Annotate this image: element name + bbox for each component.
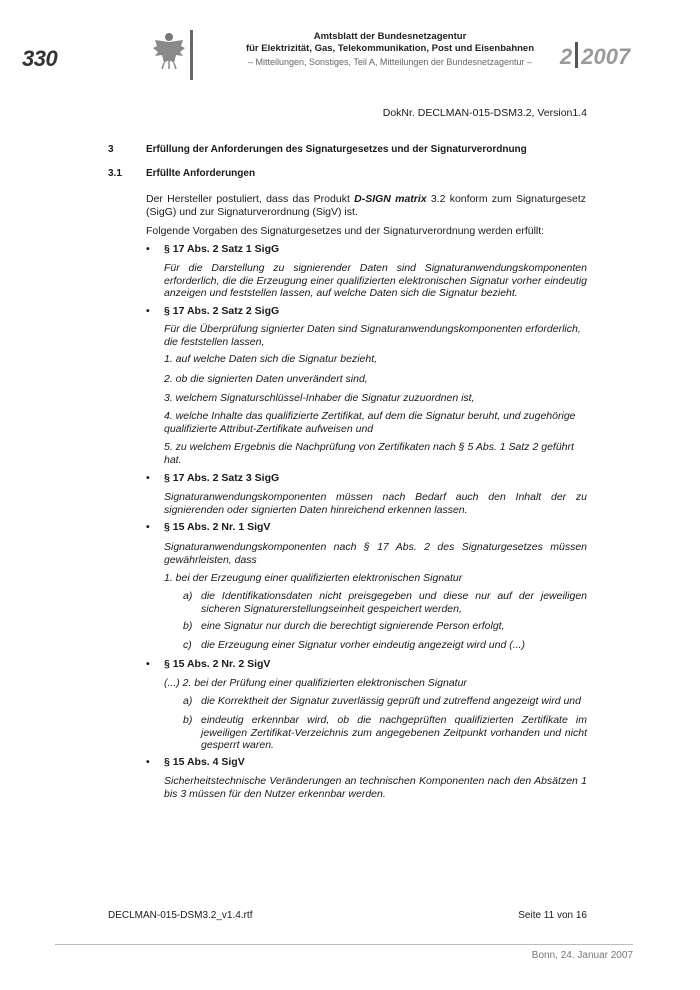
list-item: 5. zu welchem Ergebnis die Nachprüfung von Zertifikaten nach § 5 Abs. 1 Satz 2 geführt hat. <box>164 441 574 466</box>
requirement-label: § 17 Abs. 2 Satz 1 SigG <box>164 243 280 255</box>
requirements-intro: Folgende Vorgaben des Signaturgesetzes und der Signaturverordnung werden erfüllt: <box>146 225 545 237</box>
bullet-icon: • <box>146 305 150 317</box>
federal-eagle-icon <box>152 30 186 70</box>
document-number: DokNr. DECLMAN-015-DSM3.2, Version1.4 <box>382 107 587 119</box>
requirement-title <box>146 756 245 768</box>
list-item: 4. welche Inhalte das qualifizierte Zertifikat, auf dem die Signatur beruht, und zugehörige qualifizierte Attribut-Zertifikate aufweisen und <box>164 410 576 435</box>
requirement-title <box>146 243 279 255</box>
requirement-text: Signaturanwendungskomponenten müssen nach Bedarf auch den Inhalt der zu signierenden oder signierten Daten hinreichend erkennen lassen. <box>164 491 587 516</box>
requirement-label: § 15 Abs. 4 SigV <box>164 756 245 768</box>
issue-year: 2007 <box>581 44 631 69</box>
footer-page-number: Seite 11 von 16 <box>518 910 587 921</box>
sub-item-label: b) <box>183 620 193 632</box>
sub-item-label: a) <box>183 590 193 602</box>
header-section: – Mitteilungen, Sonstiges, Teil A, Mitteilungen der Bundesnetzagentur – <box>247 57 532 67</box>
header-subtitle: für Elektrizität, Gas, Telekommunikation, Post und Eisenbahnen <box>245 43 535 54</box>
header-title: Amtsblatt der Bundesnetzagentur <box>313 31 467 42</box>
issue-no: 2 <box>560 44 573 69</box>
issue-divider <box>575 42 578 68</box>
sub-item-text: eindeutig erkennbar wird, ob die nachgeprüften qualifizierten Zertifikate im jeweiligen Zertifikat-Verzeichnis zum angegebenen Zeitpunkt vorhanden und nicht gesperrt waren. <box>201 714 587 751</box>
list-item: 3. welchem Signaturschlüssel-Inhaber die Signatur zuzuordnen ist, <box>164 392 475 404</box>
bullet-icon: • <box>146 521 150 533</box>
subsection-number: 3.1 <box>108 168 122 179</box>
sub-item-text: eine Signatur nur durch die berechtigt signierende Person erfolgt, <box>201 620 505 632</box>
list-item: 2. ob die signierten Daten unverändert sind, <box>164 373 368 385</box>
bullet-icon: • <box>146 658 150 670</box>
sub-item-text: die Korrektheit der Signatur zuverlässig geprüft und zutreffend angezeigt wird und <box>201 695 581 707</box>
publication-date: Bonn, 24. Januar 2007 <box>531 950 633 961</box>
requirement-text: Für die Überprüfung signierter Daten sind Signaturanwendungskomponenten erforderlich, die feststellen lassen, <box>164 323 581 348</box>
requirement-title <box>146 658 270 670</box>
requirement-text: (...) 2. bei der Prüfung einer qualifizierten elektronischen Signatur <box>164 677 467 689</box>
issue-number <box>560 42 630 70</box>
sub-item-label: b) <box>183 714 193 726</box>
intro-paragraph <box>146 193 586 219</box>
requirement-title <box>146 521 270 533</box>
sub-item-label: c) <box>183 639 192 651</box>
requirement-label: § 17 Abs. 2 Satz 2 SigG <box>164 305 280 317</box>
list-item: 1. auf welche Daten sich die Signatur bezieht, <box>164 353 378 365</box>
requirement-text: Sicherheitstechnische Veränderungen an technischen Komponenten nach den Absätzen 1 bis 3 müssen für den Nutzer erkennbar werden. <box>164 775 587 800</box>
section-number: 3 <box>108 144 114 155</box>
requirement-text: Für die Darstellung zu signierender Daten sind Signaturanwendungskomponenten erforderlich, die die Erzeugung einer qualifizierten elektronischen Signatur vorher eindeutig anzeigen und feststellen lassen, auf welche Daten sich die Signatur bezieht. <box>164 262 587 299</box>
requirement-label: § 15 Abs. 2 Nr. 1 SigV <box>164 521 271 533</box>
intro-text: Der Hersteller postuliert, dass das Produkt <box>146 193 355 205</box>
requirement-title <box>146 305 279 317</box>
bullet-icon: • <box>146 243 150 255</box>
section-title: Erfüllung der Anforderungen des Signaturgesetzes und der Signaturverordnung <box>146 144 527 155</box>
page-number: 330 <box>22 46 58 71</box>
sub-item-text: die Erzeugung einer Signatur vorher eindeutig angezeigt wird und (...) <box>201 639 525 651</box>
subsection-title: Erfüllte Anforderungen <box>146 168 256 179</box>
header-divider <box>190 30 193 80</box>
requirement-label: § 15 Abs. 2 Nr. 2 SigV <box>164 658 271 670</box>
requirement-title <box>146 472 279 484</box>
product-name: D-SIGN matrix <box>354 193 427 205</box>
footer-filename: DECLMAN-015-DSM3.2_v1.4.rtf <box>108 910 253 921</box>
bullet-icon: • <box>146 756 150 768</box>
sub-item-label: a) <box>183 695 193 707</box>
footer-divider <box>55 944 633 945</box>
intro-text-end: 3.2 konform zum Signaturgesetz (SigG) und zur Signaturverordnung (SigV) ist. <box>146 193 587 218</box>
requirement-text: Signaturanwendungskomponenten nach § 17 Abs. 2 des Signaturgesetzes müssen gewährleisten, dass <box>164 541 587 566</box>
sub-item-text: die Identifikationsdaten nicht preisgegeben und diese nur auf der jeweiligen sicheren Signaturerstellungseinheit gespeichert werden, <box>201 590 587 615</box>
requirement-label: § 17 Abs. 2 Satz 3 SigG <box>164 472 280 484</box>
list-item: 1. bei der Erzeugung einer qualifizierten elektronischen Signatur <box>164 572 463 584</box>
bullet-icon: • <box>146 472 150 484</box>
